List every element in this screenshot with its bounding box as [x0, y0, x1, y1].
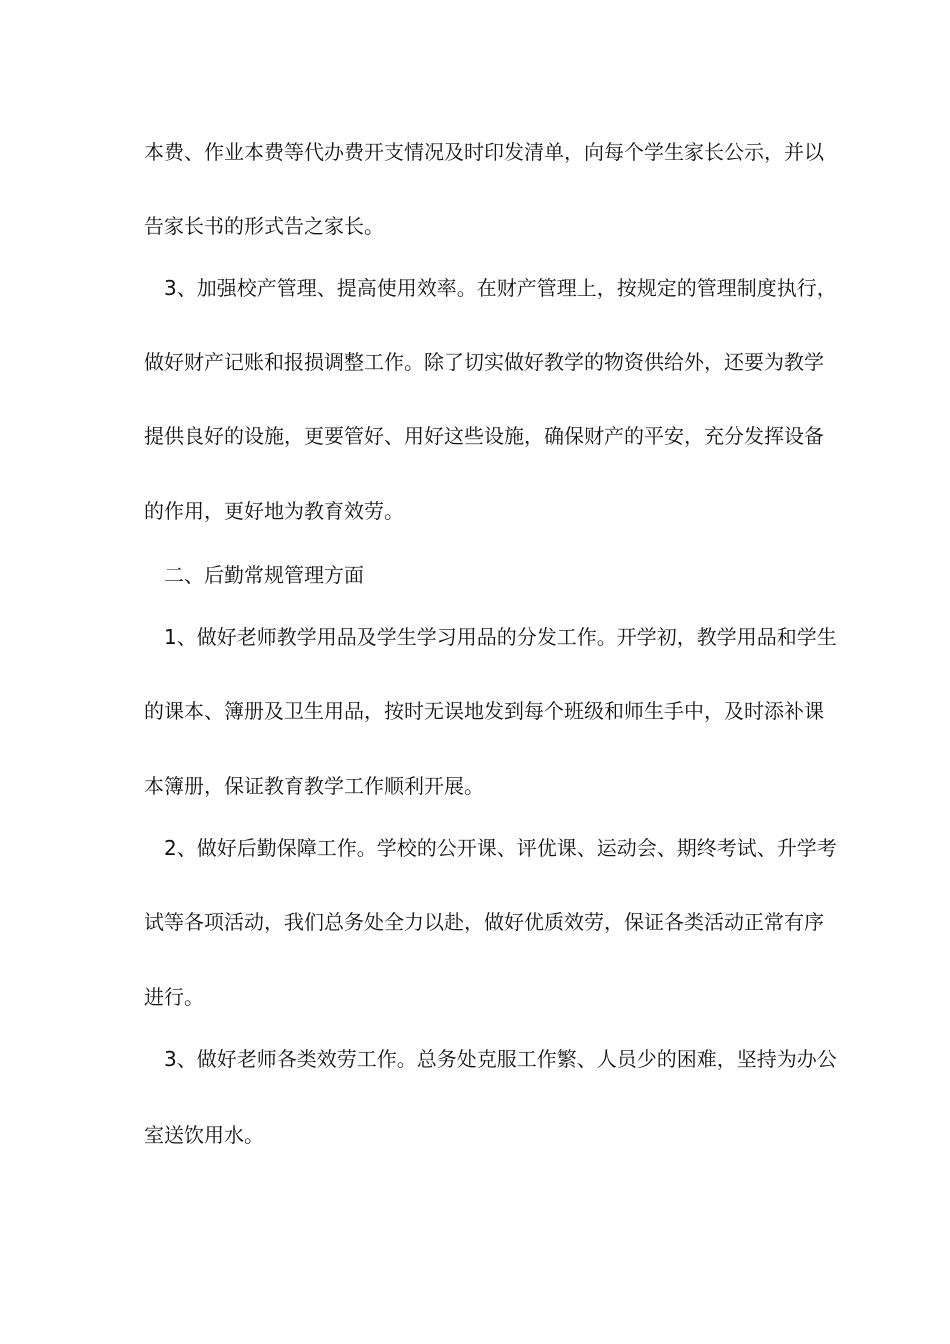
paragraph-line: 告家长书的形式告之家长。 [144, 214, 384, 238]
paragraph-line: 3、做好老师各类效劳工作。总务处克服工作繁、人员少的困难，坚持为办公 [164, 1047, 837, 1071]
paragraph-line: 提供良好的设施，更要管好、用好这些设施，确保财产的平安，充分发挥设备 [144, 424, 824, 448]
paragraph-line: 的作用，更好地为教育效劳。 [144, 499, 404, 523]
paragraph-line: 2、做好后勤保障工作。学校的公开课、评优课、运动会、期终考试、升学考 [164, 836, 837, 860]
paragraph-line: 室送饮用水。 [144, 1123, 264, 1147]
paragraph-line: 3、加强校产管理、提高使用效率。在财产管理上，按规定的管理制度执行， [164, 276, 837, 300]
paragraph-line: 的课本、簿册及卫生用品，按时无误地发到每个班级和师生手中，及时添补课 [144, 699, 824, 723]
paragraph-line: 做好财产记账和报损调整工作。除了切实做好教学的物资供给外，还要为教学 [144, 350, 824, 374]
section-heading: 二、后勤常规管理方面 [164, 563, 364, 587]
paragraph-line: 本费、作业本费等代办费开支情况及时印发清单，向每个学生家长公示，并以 [144, 140, 824, 164]
paragraph-line: 本簿册，保证教育教学工作顺利开展。 [144, 774, 484, 798]
paragraph-line: 1、做好老师教学用品及学生学习用品的分发工作。开学初，教学用品和学生 [164, 625, 837, 649]
paragraph-line: 进行。 [144, 985, 204, 1009]
paragraph-line: 试等各项活动，我们总务处全力以赴，做好优质效劳，保证各类活动正常有序 [144, 910, 824, 934]
